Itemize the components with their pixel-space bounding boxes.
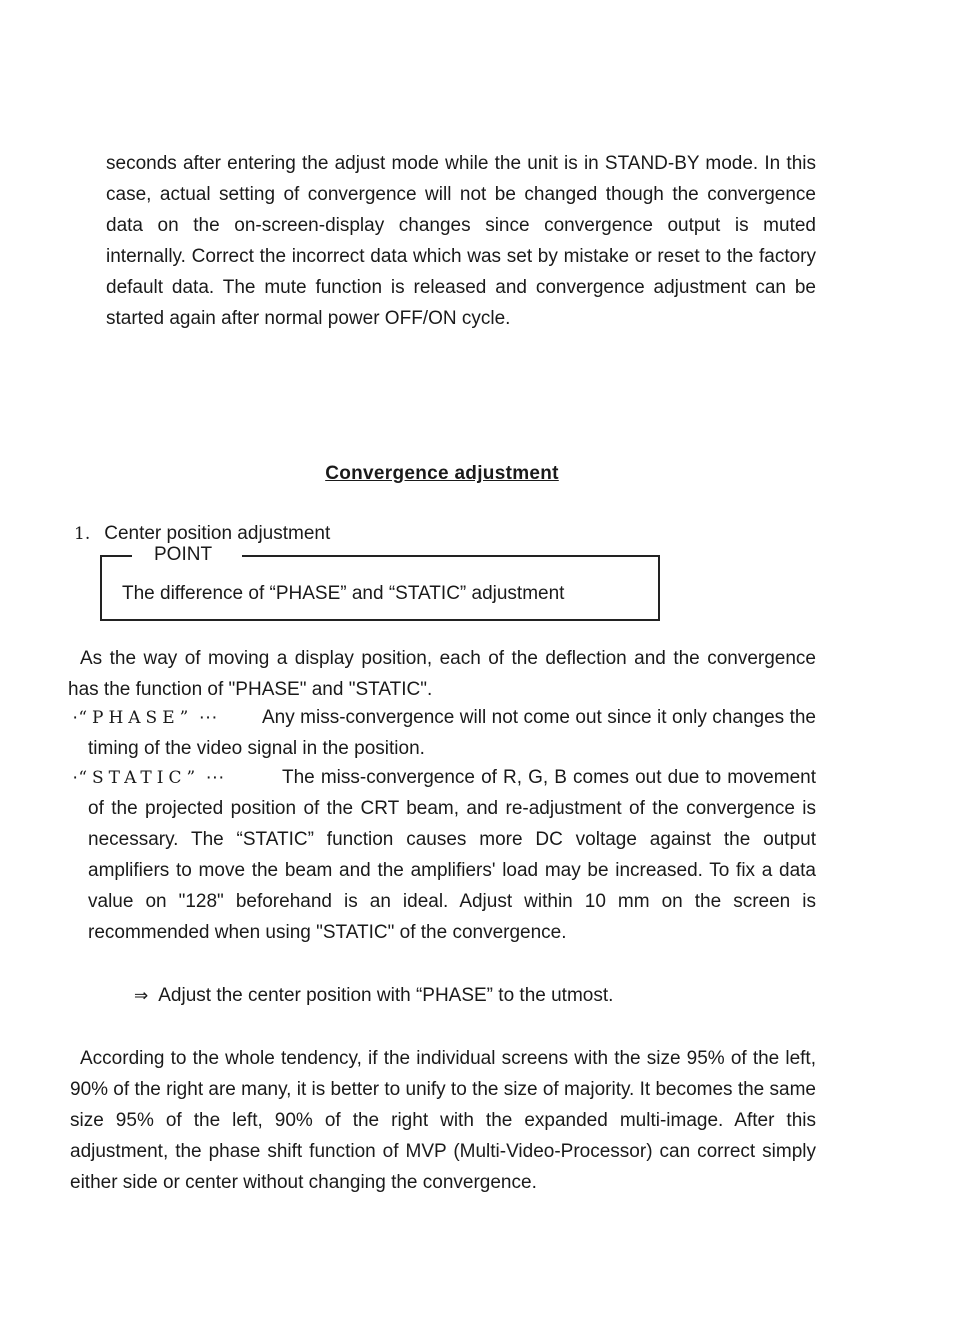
bullet-separator: ··· [205,767,225,788]
bullet-head [72,762,224,794]
bullet-static [72,762,816,948]
point-label: POINT [154,544,213,565]
way-paragraph: As the way of moving a display position, each of the deflection and the convergence has the function of "PHASE" and "STATIC". [68,648,816,700]
bullet-separator: ··· [198,707,218,728]
bullet-phase [72,702,816,764]
bullet-text: Any miss-convergence will not come out since it only changes the timing of the video signal in the position. [88,707,816,759]
bullet-marker: · [72,707,79,728]
point-box [100,544,660,621]
intro-paragraph: seconds after entering the adjust mode while the unit is in STAND-BY mode. In this case, actual setting of convergence will not be changed though the convergence data on the on-screen-display changes since convergence output is muted internally. Correct the incorrect data which was set by mistake or reset to the factory default data. The mute function is released and convergence adjustment can be started again after normal power OFF/ON cycle. [106,153,816,329]
section-heading: Convergence adjustment [325,463,559,484]
according-paragraph: According to the whole tendency, if the individual screens with the size 95% of the left, 90% of the right are many, it is better to unify to the size of majority. It becomes the same size 95% of the left, 90% of the right with the expanded multi-image. After this adjustment, the phase shift function of MVP (Multi-Video-Processor) can correct simply either side or center without changing the convergence. [70,1048,816,1193]
bullet-term: “PHASE” [78,708,194,728]
arrow-note-text: Adjust the center position with “PHASE” to the utmost. [158,985,614,1006]
bullet-head [72,702,218,734]
arrow-icon: ⇒ [134,986,149,1006]
point-text: The difference of “PHASE” and “STATIC” adjustment [122,583,565,604]
bullet-text: The miss-convergence of R, G, B comes out due to movement of the projected position of the CRT beam, and re-adjustment of the convergence is necessary. The “STATIC” function causes more DC voltage against the output amplifiers to move the beam and the amplifiers' load may be increased. To fix a data value on "128" beforehand is an ideal. Adjust within 10 mm on the screen is recommended when using "STATIC" of the convergence. [88,767,816,943]
point-box-top-right-border [242,555,658,557]
item-title: Center position adjustment [104,523,331,544]
bullet-term: “STATIC” [78,768,201,788]
point-box-top-left-border [102,555,132,557]
bullet-marker: · [72,767,79,788]
item-number: 1. [74,524,91,544]
arrow-note [134,980,613,1012]
